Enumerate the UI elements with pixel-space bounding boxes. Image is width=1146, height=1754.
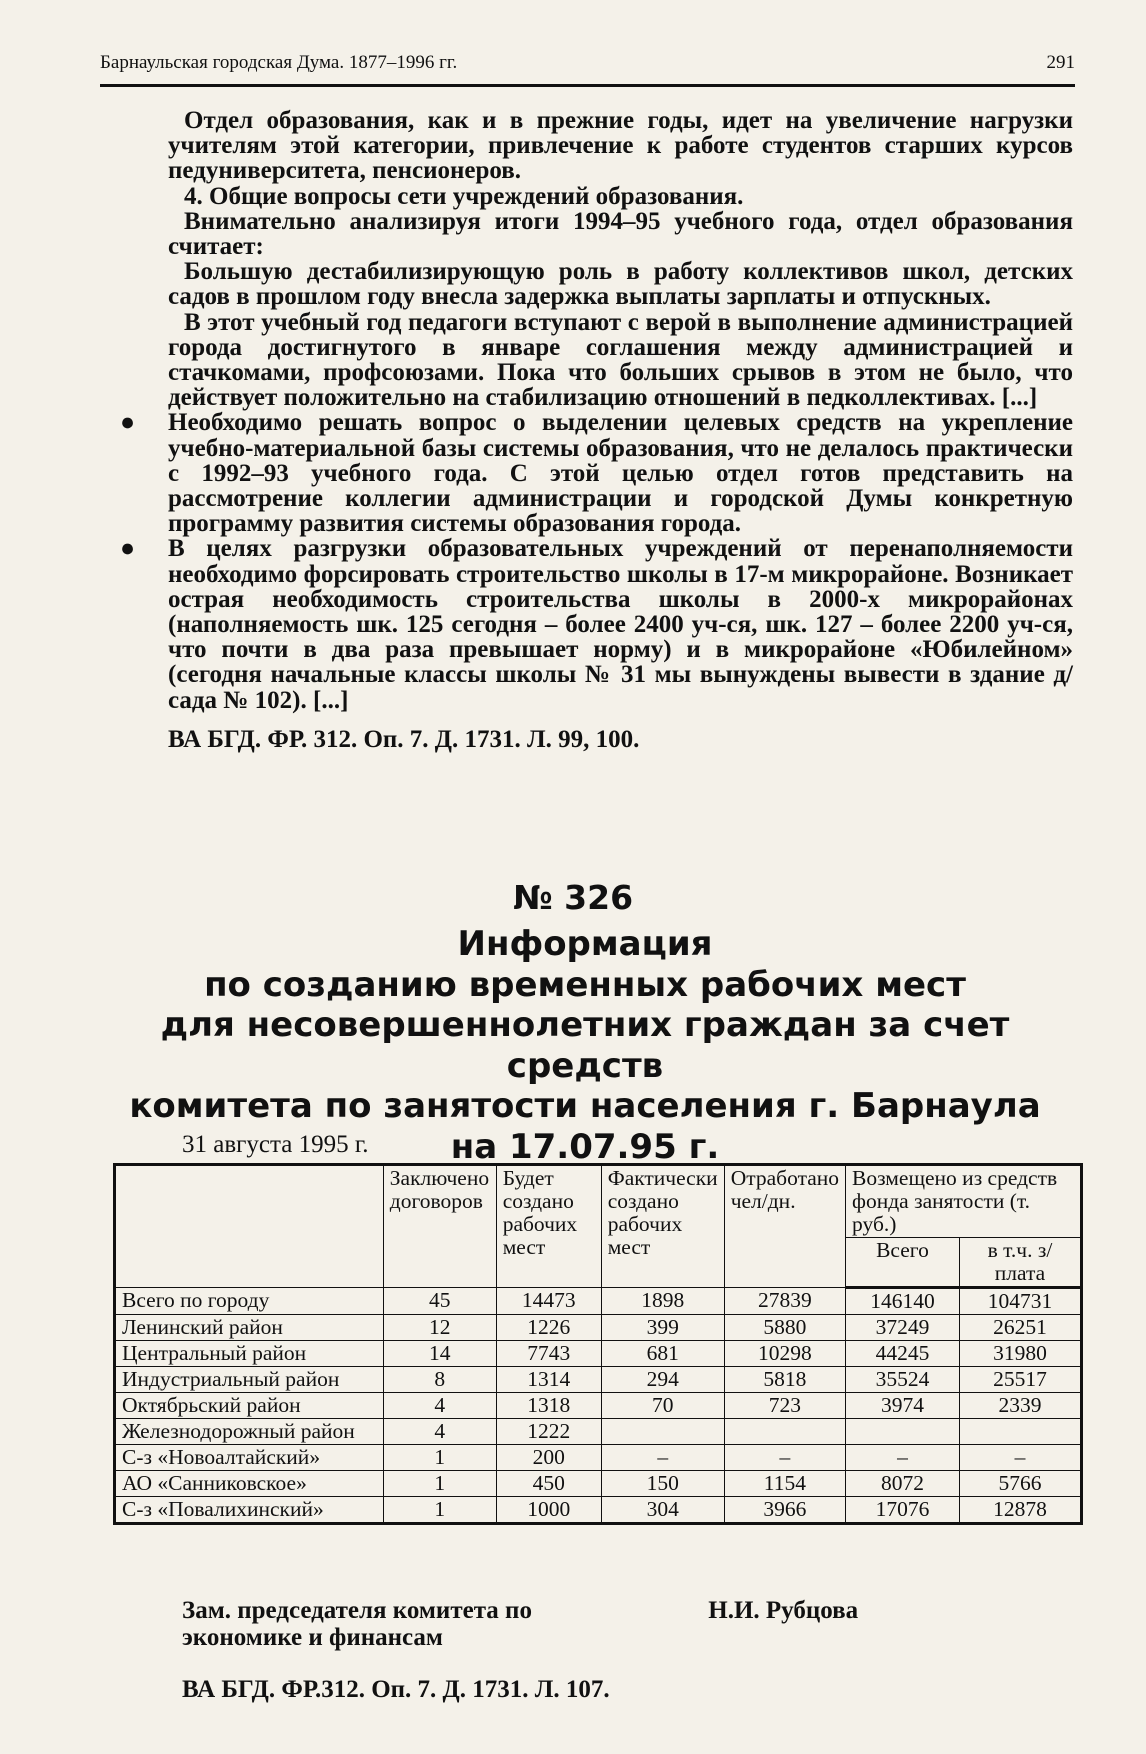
cell-salary: 2339 bbox=[959, 1393, 1081, 1419]
table-body bbox=[115, 1288, 1082, 1524]
table-row bbox=[115, 1315, 1082, 1341]
cell-created: 304 bbox=[601, 1497, 724, 1524]
cell-worked: 27839 bbox=[724, 1288, 845, 1315]
cell-will-create: 200 bbox=[496, 1445, 601, 1471]
bullet-dot-icon: ● bbox=[120, 409, 136, 437]
title-line: комитета по занятости населения г. Барнаула bbox=[129, 1086, 1041, 1126]
cell-salary: 104731 bbox=[959, 1288, 1081, 1315]
cell-total: 3974 bbox=[846, 1393, 960, 1419]
bullet-item bbox=[120, 535, 1073, 714]
cell-contracts: 4 bbox=[383, 1393, 496, 1419]
cell-worked: 1154 bbox=[724, 1471, 845, 1497]
paragraph: Большую дестабилизирующую роль в работу коллективов школ, детских садов в прошлом году внесла задержка выплаты зарплаты и отпускных. bbox=[168, 258, 1073, 311]
cell-created: 150 bbox=[601, 1471, 724, 1497]
cell-created: 681 bbox=[601, 1341, 724, 1367]
cell-name: Индустриальный район bbox=[115, 1367, 384, 1393]
header-blank bbox=[115, 1165, 384, 1288]
table-row bbox=[115, 1471, 1082, 1497]
title-line: по созданию временных рабочих мест bbox=[204, 964, 966, 1005]
header-created: Фактически создано рабочих мест bbox=[601, 1165, 724, 1288]
cell-name: Всего по городу bbox=[115, 1288, 384, 1315]
table-row bbox=[115, 1419, 1082, 1445]
signature-block bbox=[182, 1597, 1082, 1651]
cell-total: 35524 bbox=[846, 1367, 960, 1393]
header-will-create: Будет создано рабочих мест bbox=[496, 1165, 601, 1288]
cell-name: С-з «Повалихинский» bbox=[115, 1497, 384, 1524]
header-incl-salary: в т.ч. з/плата bbox=[959, 1238, 1081, 1288]
cell-contracts: 12 bbox=[383, 1315, 496, 1341]
running-head bbox=[100, 52, 1075, 74]
title-line: на 17.07.95 г. bbox=[450, 1126, 720, 1167]
table-row bbox=[115, 1288, 1082, 1315]
cell-name: Центральный район bbox=[115, 1341, 384, 1367]
cell-contracts: 45 bbox=[383, 1288, 496, 1315]
cell-worked: 10298 bbox=[724, 1341, 845, 1367]
position-line: Зам. председателя комитета по bbox=[182, 1597, 532, 1624]
cell-salary: 12878 bbox=[959, 1497, 1081, 1524]
cell-created: 399 bbox=[601, 1315, 724, 1341]
header-rule bbox=[100, 84, 1075, 87]
cell-worked: 723 bbox=[724, 1393, 845, 1419]
signatory-name: Н.И. Рубцова bbox=[708, 1597, 859, 1624]
table-row bbox=[115, 1393, 1082, 1419]
header-worked: Отработано чел/дн. bbox=[724, 1165, 845, 1288]
cell-name: АО «Санниковское» bbox=[115, 1471, 384, 1497]
paragraph: Внимательно анализируя итоги 1994–95 учебного года, отдел образования считает: bbox=[168, 207, 1073, 261]
table-row bbox=[115, 1367, 1082, 1393]
cell-total: 8072 bbox=[846, 1471, 960, 1497]
cell-salary: 5766 bbox=[959, 1471, 1081, 1497]
cell-salary: 31980 bbox=[959, 1341, 1081, 1367]
cell-contracts: 8 bbox=[383, 1367, 496, 1393]
cell-contracts: 1 bbox=[383, 1497, 496, 1524]
cell-contracts: 4 bbox=[383, 1419, 496, 1445]
cell-total: – bbox=[846, 1445, 960, 1471]
cell-name: С-з «Новоалтайский» bbox=[115, 1445, 384, 1471]
position-line: экономике и финансам bbox=[182, 1624, 443, 1651]
cell-created: 70 bbox=[601, 1393, 724, 1419]
document-date: 31 августа 1995 г. bbox=[182, 1131, 369, 1158]
cell-will-create: 1318 bbox=[496, 1393, 601, 1419]
jobs-table bbox=[113, 1163, 1083, 1525]
cell-salary: 26251 bbox=[959, 1315, 1081, 1341]
cell-total: 17076 bbox=[846, 1497, 960, 1524]
cell-salary bbox=[959, 1419, 1081, 1445]
cell-will-create: 1000 bbox=[496, 1497, 601, 1524]
cell-will-create: 1226 bbox=[496, 1315, 601, 1341]
cell-total: 44245 bbox=[846, 1341, 960, 1367]
cell-worked bbox=[724, 1419, 845, 1445]
cell-worked: 5880 bbox=[724, 1315, 845, 1341]
header-reimbursed: Возмещено из средств фонда занятости (т. руб.) bbox=[846, 1165, 1082, 1238]
bullet-text: Необходимо решать вопрос о выделении целевых средств на укрепление учебно-материальной базы системы образования, что не делалось практически с 1992–93 учебного года. С этой целью отдел готов представить на рассмотрение коллегии администрации и городской Думы конкретную программу развития системы образования города. bbox=[168, 409, 1073, 538]
cell-salary: – bbox=[959, 1445, 1081, 1471]
cell-created bbox=[601, 1419, 724, 1445]
table-row bbox=[115, 1497, 1082, 1524]
body-text bbox=[120, 107, 1073, 753]
archive-reference-2: ВА БГД. ФР.312. Оп. 7. Д. 1731. Л. 107. bbox=[182, 1676, 610, 1703]
cell-contracts: 1 bbox=[383, 1445, 496, 1471]
table-row bbox=[115, 1341, 1082, 1367]
paragraph: 4. Общие вопросы сети учреждений образования. bbox=[184, 182, 744, 210]
cell-name: Железнодорожный район bbox=[115, 1419, 384, 1445]
signatory-position bbox=[182, 1597, 702, 1651]
title-line: Информация bbox=[457, 924, 713, 964]
cell-total: 37249 bbox=[846, 1315, 960, 1341]
cell-salary: 25517 bbox=[959, 1367, 1081, 1393]
cell-created: 1898 bbox=[601, 1288, 724, 1315]
cell-will-create: 7743 bbox=[496, 1341, 601, 1367]
cell-worked: 5818 bbox=[724, 1367, 845, 1393]
cell-contracts: 14 bbox=[383, 1341, 496, 1367]
cell-will-create: 1222 bbox=[496, 1419, 601, 1445]
bullet-dot-icon: ● bbox=[120, 535, 136, 563]
cell-will-create: 14473 bbox=[496, 1288, 601, 1315]
cell-will-create: 1314 bbox=[496, 1367, 601, 1393]
table-row bbox=[115, 1445, 1082, 1471]
cell-total bbox=[846, 1419, 960, 1445]
cell-name: Октябрьский район bbox=[115, 1393, 384, 1419]
cell-will-create: 450 bbox=[496, 1471, 601, 1497]
cell-total: 146140 bbox=[846, 1288, 960, 1315]
paragraph: Отдел образования, как и в прежние годы, идет на увеличение нагрузки учителям этой категории, привлечение к работе студентов старших курсов педуниверситета, пенсионеров. bbox=[168, 107, 1073, 185]
cell-contracts: 1 bbox=[383, 1471, 496, 1497]
cell-created: – bbox=[601, 1445, 724, 1471]
document-number: № 326 bbox=[512, 878, 634, 917]
cell-created: 294 bbox=[601, 1367, 724, 1393]
header-contracts: Заключено договоров bbox=[383, 1165, 496, 1288]
page-number: 291 bbox=[1046, 52, 1075, 73]
archive-reference: ВА БГД. ФР. 312. Оп. 7. Д. 1731. Л. 99, 100. bbox=[168, 725, 640, 753]
paragraph: В этот учебный год педагоги вступают с верой в выполнение администрацией города достигнутого в январе соглашения между администрацией и стачкомами, профсоюзами. Пока что больших срывов в этом не было, что действует положительно на стабилизацию отношений в педколлективах. [...] bbox=[168, 308, 1073, 412]
bullet-item bbox=[120, 409, 1073, 538]
running-head-title: Барнаульская городская Дума. 1877–1996 гг. bbox=[100, 52, 458, 73]
title-line: для несовершеннолетних граждан за счет средств bbox=[160, 1005, 1010, 1086]
cell-worked: 3966 bbox=[724, 1497, 845, 1524]
header-total: Всего bbox=[846, 1238, 960, 1288]
bullet-text: В целях разгрузки образовательных учреждений от перенаполняемости необходимо форсировать строительство школы в 17-м микрорайоне. Возникает острая необходимость строительства школы в 2000-х микрорайонах (наполняемость шк. 125 сегодня – более 2400 уч-ся, шк. 127 – более 2200 уч-ся, что почти в два раза превышает норму) и в микрорайоне «Юбилейном» (сегодня начальные классы школы № 31 мы вынуждены вывести в здание д/сада № 102). [...] bbox=[168, 535, 1073, 714]
cell-name: Ленинский район bbox=[115, 1315, 384, 1341]
cell-worked: – bbox=[724, 1445, 845, 1471]
